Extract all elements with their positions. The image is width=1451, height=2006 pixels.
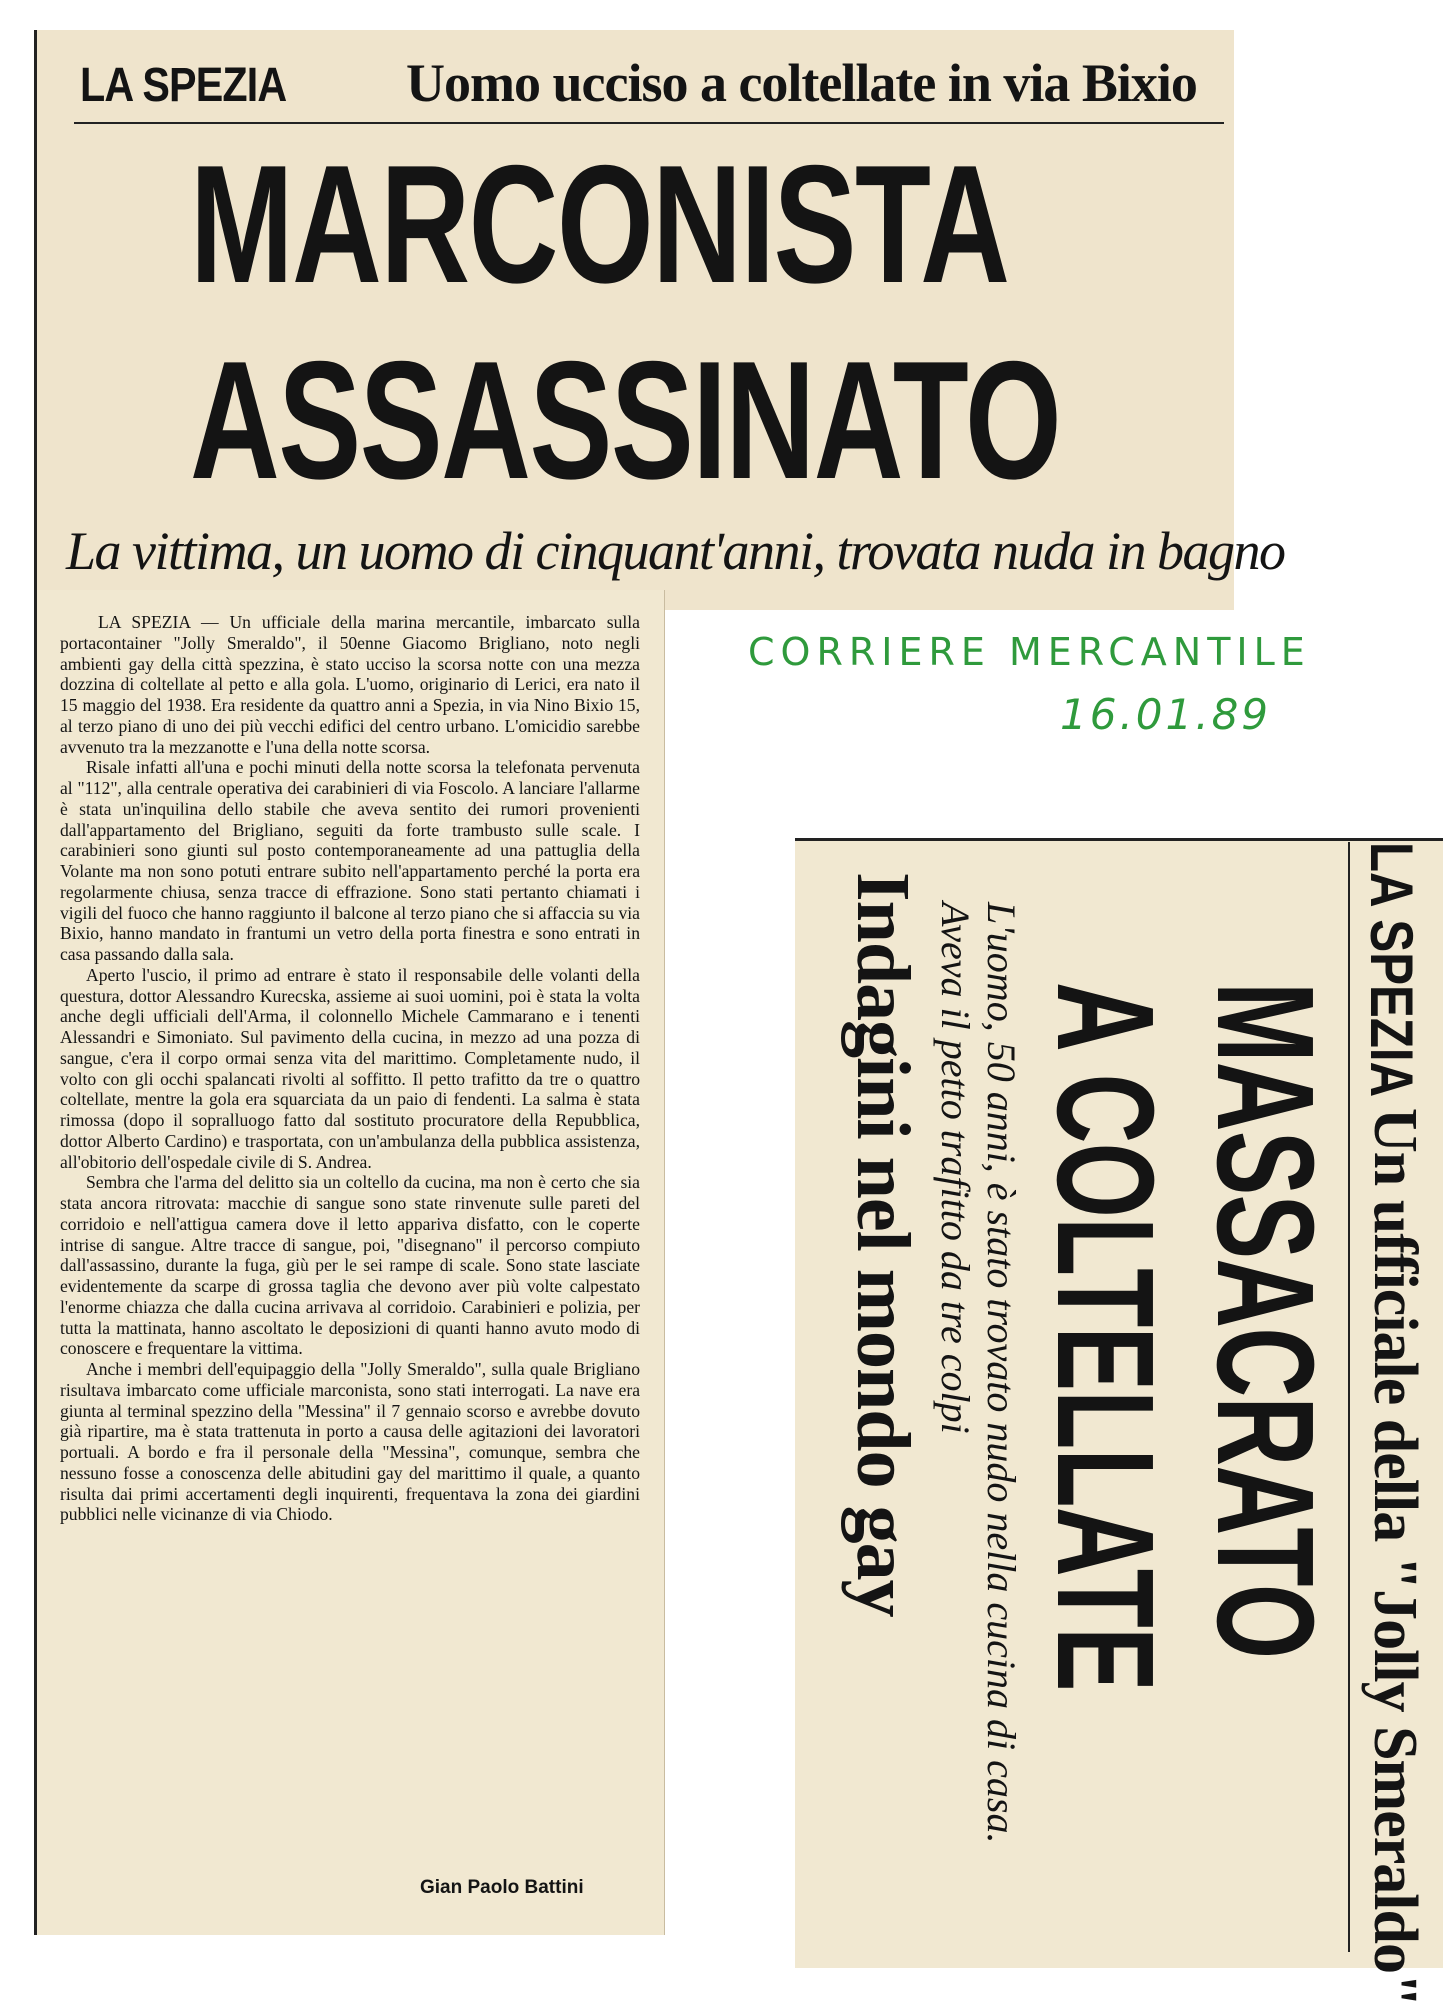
rotated-kicker-city: LA SPEZIA [1358,842,1425,1098]
subheadline: La vittima, un uomo di cinquant'anni, trovata nuda in bagno [66,521,1285,581]
kicker-city: LA SPEZIA [80,59,287,112]
handwritten-date: 16.01.89 [1060,690,1272,739]
rotated-divider [1348,842,1350,1952]
handwritten-source: CORRIERE MERCANTILE [748,630,1311,674]
article-paragraph: Aperto l'uscio, il primo ad entrare è stato il responsabile delle volanti della questura, dottor Alessandro Kurecska, assieme ai suoi uomini, poi è stata la volta anche degli ufficiali dell'Arma, il colonnello Michele Cammarano e i tenenti Alessandri e Simoniato. Sul pavimento della cucina, in mezzo ad una pozza di sangue, c'era il corpo ormai senza vita del marittimo. Completamente nudo, il volto con gli occhi spalancati rivolti al soffitto. Il petto trafitto da tre o quattro coltellate, mentre la gola era squarciata da un paio di fendenti. La salma è stata rimossa (dopo il sopralluogo fatto dal sostituto procuratore della Repubblica, dottor Alberto Cardino) e trasportata, con un'ambulanza della pubblica assistenza, all'obitorio dell'ospedale civile di S. Andrea. [60,964,640,1172]
rotated-kicker-text: Un ufficiale della "Jolly Smeraldo" [1361,1108,1429,2006]
rotated-deck: L'uomo, 50 anni, è stato trovato nudo nella cucina di casa. Aveva il petto trafitto da tre colpi [933,902,1024,1844]
kicker-text: Uomo ucciso a coltellate in via Bixio [406,53,1197,113]
byline: Gian Paolo Battini [420,1877,584,1898]
kicker [74,40,1224,124]
article-paragraph: Anche i membri dell'equipaggio della "Jolly Smeraldo", sulla quale Brigliano risultava imbarcato come ufficiale marconista, sono stati interrogati. La nave era giunta al terminal spezzino della "Messina" il 7 gennaio scorso e avrebbe dovuto già ripartire, ma è stata trattenuta in porto a causa delle agitazioni dei lavoratori portuali. A bordo e fra il personale della "Messina", comunque, sembra che nessuno fosse a conoscenza delle abitudini gay del marittimo il quale, a quanto risulta dai primi accertamenti degli inquirenti, frequentava la zona dei giardini pubblici nelle vicinanze di via Chiodo. [60,1359,640,1525]
rotated-bottom-headline: Indagini nel mondo gay [841,872,925,1617]
clipping-rotated [794,842,1434,2006]
article-paragraph: Sembra che l'arma del delitto sia un coltello da cucina, ma non è certo che sia stata ancora ritrovata: macchie di sangue sono state rinvenute sulle pareti del corridoio e nell'attigua camera dove il letto appariva disfatto, con le coperte intrise di sangue. Altre tracce di sangue, poi, "disegnano" il percorso compiuto dall'assassino, durante la fuga, giù per le sei rampe di scale. Sono state lasciate evidentemente da scarpe di grossa taglia che devono aver più volte calpestato l'enorme chiazza che dalla cucina arrivava al corridoio. Carabinieri e polizia, per tutta la mattinata, hanno ascoltato le deposizioni di quanti hanno avuto modo di conoscere e frequentare la vittima. [60,1172,640,1359]
article-body [60,612,640,1525]
headline-line-1: MARCONISTA [190,130,1009,318]
article-paragraph: LA SPEZIA — Un ufficiale della marina mercantile, imbarcato sulla portacontainer "Jolly Smeraldo", il 50enne Giacomo Brigliano, noto negli ambienti gay della città spezzina, è stato ucciso la scorsa notte con una mezza dozzina di coltellate al petto e alla gola. L'uomo, originario di Lerici, era nato il 15 maggio del 1938. Era residente da quattro anni a Spezia, in via Nino Bixio 15, al terzo piano di uno dei più vecchi edifici del centro urbano. L'omicidio sarebbe avvenuto tra la mezzanotte e l'una della notte scorsa. [60,612,640,757]
headline-line-2: ASSASSINATO [190,326,1061,514]
rotated-headline-line-1: MASSACRATO [1188,982,1342,1659]
article-paragraph: Risale infatti all'una e pochi minuti della notte scorsa la telefonata pervenuta al "112", alla centrale operativa dei carabinieri di via Foscolo. A lanciare l'allarme è stata un'inquilina dello stabile che aveva sentito dei rumori provenienti dall'appartamento del Brigliano, seguiti da forte trambusto sulle scale. I carabinieri sono giunti sul posto contemporaneamente ad una pattuglia della Volante ma non sono potuti entrare subito nell'appartamento perché la porta era regolarmente chiusa, senza tracce di effrazione. Sono stati pertanto chiamati i vigili del fuoco che hanno raggiunto il balcone al terzo piano che si affaccia su via Bixio, hanno mandato in frantumi un vetro della porta finestra e sono entrati in casa passando dalla sala. [60,757,640,964]
rotated-headline-line-2: A COLTELLATE [1028,982,1182,1691]
